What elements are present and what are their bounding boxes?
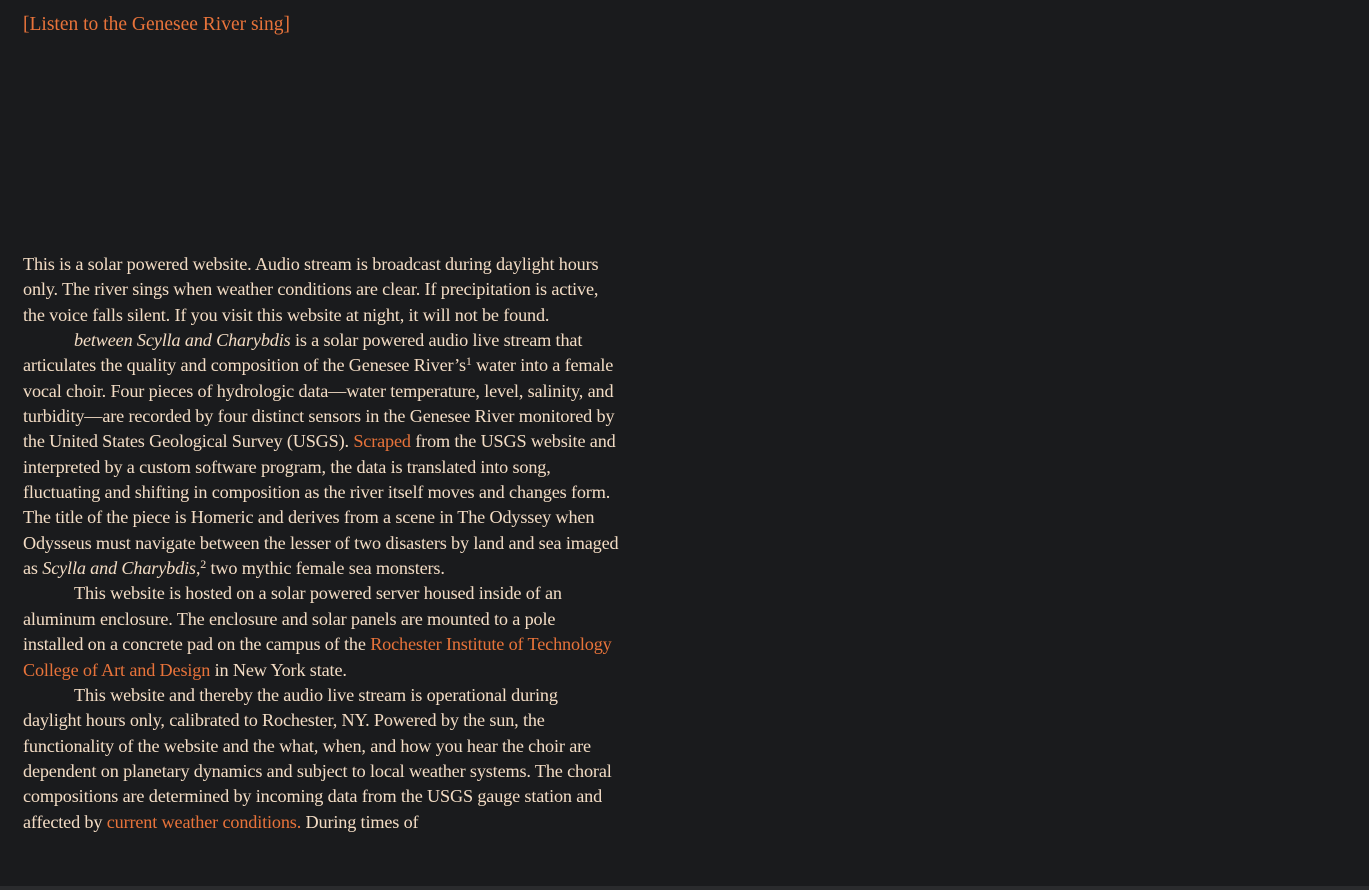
footnote-1[interactable]: 1 — [465, 354, 472, 369]
operation-text-1: This website and thereby the audio live stream is operational during daylight hours only, calibrated to Rochester, NY. Powered by the sun, the functionality of the website and the what, when, and how you hear the choir are dependent on planetary dynamics and subject to local weather systems. The choral compositions are determined by incoming data from the USGS gauge station and affected by — [23, 684, 612, 832]
hosting-text-1: This website is hosted on a solar powered server housed inside of an aluminum enclosure. The enclosure and solar panels are mounted to a pole installed on a concrete pad on the campus of the — [23, 583, 562, 655]
footnote-2[interactable]: 2 — [200, 557, 207, 572]
article-body — [23, 252, 619, 835]
hosting-paragraph — [23, 581, 619, 682]
description-paragraph — [23, 328, 619, 581]
listen-header — [23, 12, 290, 38]
description-text-2: water into a female vocal choir. Four pieces of hydrologic data—water temperature, level, salinity, and turbidity—are recorded by four distinct sensors in the Genesee River monitored by the United States Geological Survey (USGS). — [23, 355, 615, 452]
hosting-text-2: in New York state. — [210, 659, 347, 680]
bottom-edge — [0, 886, 1369, 890]
scylla-charybdis-italic: Scylla and Charybdis, — [42, 558, 201, 579]
operation-paragraph — [23, 683, 619, 835]
description-text-3: from the USGS website and interpreted by a custom software program, the data is translated into song, fluctuating and shifting in composition as the river itself moves and changes form. The title of the piece is Homeric and derives from a scene in The Odyssey when Odysseus must navigate between the lesser of two disasters by land and sea imaged as — [23, 431, 619, 579]
rit-link[interactable]: Rochester Institute of Technology College of Art and Design — [23, 634, 612, 680]
scraped-link[interactable]: Scraped — [353, 431, 411, 452]
description-text-4: two mythic female sea monsters. — [206, 558, 445, 579]
operation-text-2: During times of — [301, 811, 419, 832]
listen-close-bracket: ] — [283, 14, 290, 35]
work-title: between Scylla and Charybdis — [74, 330, 291, 351]
listen-open-bracket: [ — [23, 14, 30, 35]
intro-paragraph: This is a solar powered website. Audio stream is broadcast during daylight hours only. The river sings when weather conditions are clear. If precipitation is active, the voice falls silent. If you visit this website at night, it will not be found. — [23, 254, 599, 325]
weather-link[interactable]: current weather conditions. — [106, 811, 302, 832]
listen-link[interactable]: Listen to the Genesee River sing — [29, 14, 284, 35]
description-text-1: is a solar powered audio live stream that articulates the quality and composition of the Genesee River’s — [23, 330, 583, 376]
